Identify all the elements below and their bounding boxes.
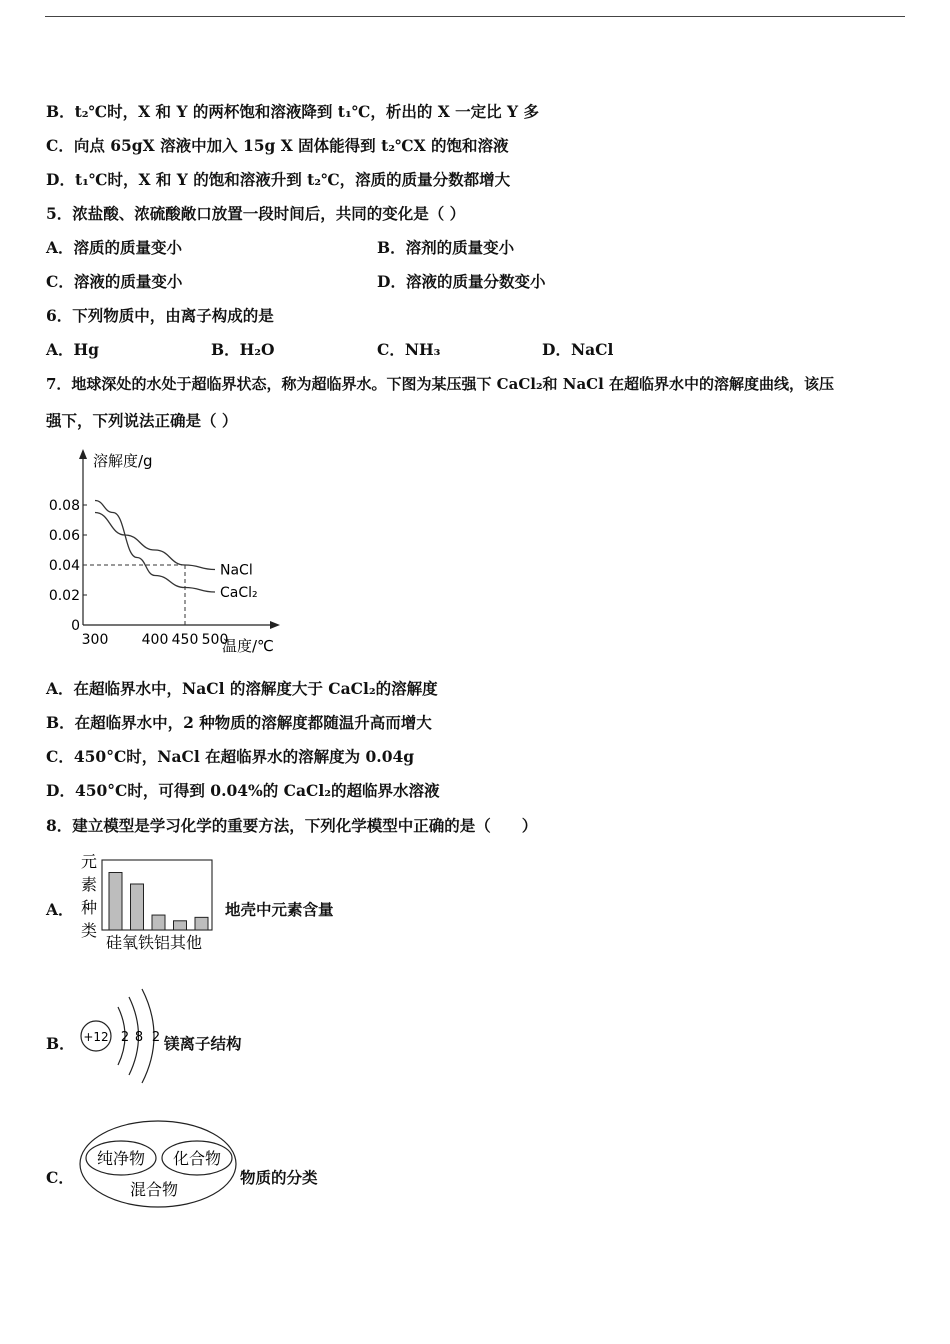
q5-option-c: C．溶液的质量变小 [46,272,183,291]
q6-option-c: C．NH₃ [377,340,441,359]
q5-option-b: B．溶剂的质量变小 [377,238,515,257]
q7-stem-line1: 7．地球深处的水处于超临界状态，称为超临界水。下图为某压强下 CaCl₂和 NaCl 在超临界水中的溶解度曲线，该压 [46,375,835,393]
q8-stem: 8．建立模型是学习化学的重要方法，下列化学模型中正确的是（ ） [46,816,538,835]
bar-chart-ylabel-char: 种 [80,898,98,917]
shell-electrons-1: 2 [120,1030,130,1045]
compound-label: 化合物 [172,1149,222,1168]
series-line-cacl2 [95,501,215,593]
series-label-cacl2: CaCl₂ [220,585,258,601]
q7-option-b: B．在超临界水中，2 种物质的溶解度都随温升高而增大 [46,713,432,732]
q8-option-b-caption: 镁离子结构 [164,1034,242,1053]
bar-chart-xlabel: 硅氧铁铝其他 [106,933,203,952]
mixture-label: 混合物 [129,1180,179,1199]
q4-option-d: D．t₁℃时，X 和 Y 的饱和溶液升到 t₂℃，溶质的质量分数都增大 [46,170,511,189]
q7-stem-line2: 强下，下列说法正确是（ ） [46,411,238,430]
bar-chart-ylabel-char: 元 [80,852,98,871]
q5-stem: 5．浓盐酸、浓硫酸敞口放置一段时间后，共同的变化是（ ） [46,204,466,223]
q7-option-d: D．450°C时，可得到 0.04%的 CaCl₂的超临界水溶液 [46,781,440,800]
series-label-nacl: NaCl [220,562,253,579]
pure-substance-label: 纯净物 [96,1149,146,1168]
x-tick-label: 500 [201,632,229,648]
x-tick-label: 300 [81,632,109,648]
q4-option-b: B．t₂℃时，X 和 Y 的两杯饱和溶液降到 t₁℃，析出的 X 一定比 Y 多 [46,102,539,121]
bar-chart-ylabel-char: 类 [80,921,98,940]
shell-electrons-3: 2 [151,1030,161,1045]
y-tick-label: 0.02 [48,588,80,604]
nucleus-charge: +12 [83,1030,109,1044]
x-axis-label: 温度/℃ [222,637,274,655]
series-line-nacl [95,513,215,570]
x-axis-arrow [270,621,280,629]
y-axis-label: 溶解度/g [93,452,153,470]
chart-marks [83,501,258,626]
y-tick-label: 0.04 [48,558,80,574]
q8-option-a-caption: 地壳中元素含量 [225,900,334,919]
q5-option-d: D．溶液的质量分数变小 [377,272,546,291]
q6-option-a: A．Hg [46,340,100,359]
bar-硅 [109,873,122,931]
shell-electrons-2: 8 [134,1030,144,1045]
q8-option-b-label: B． [46,1034,75,1053]
q8-option-c-caption: 物质的分类 [240,1168,318,1187]
element-content-bar-chart [76,850,226,955]
substance-classification-diagram [78,1118,240,1212]
y-axis-arrow [79,449,87,459]
bar-氧 [131,884,144,930]
q6-option-b: B．H₂O [211,340,275,359]
bar-铁 [152,915,165,930]
x-tick-label: 450 [171,632,199,648]
q6-option-d: D．NaCl [542,340,614,359]
q5-option-a: A．溶质的质量变小 [46,238,183,257]
q8-option-a-label: A． [46,900,74,919]
x-tick-label: 400 [141,632,169,648]
bar-chart-group [81,852,212,952]
y-tick-label: 0.08 [48,498,80,514]
bar-chart-ylabel-char: 素 [80,875,98,894]
top-rule [45,16,905,17]
q7-option-a: A．在超临界水中，NaCl 的溶解度大于 CaCl₂的溶解度 [46,679,438,698]
q4-option-c: C．向点 65gX 溶液中加入 15g X 固体能得到 t₂℃X 的饱和溶液 [46,136,509,155]
q6-stem: 6．下列物质中，由离子构成的是 [46,306,274,325]
q8-option-c-label: C． [46,1168,74,1187]
q7-option-c: C．450°C时，NaCl 在超临界水的溶解度为 0.04g [46,747,415,766]
bar-铝 [174,921,187,930]
bar-其他 [195,917,208,930]
magnesium-ion-diagram [72,975,172,1090]
solubility-chart [40,445,290,660]
y-tick-label: 0 [71,618,80,634]
y-tick-label: 0.06 [48,528,80,544]
